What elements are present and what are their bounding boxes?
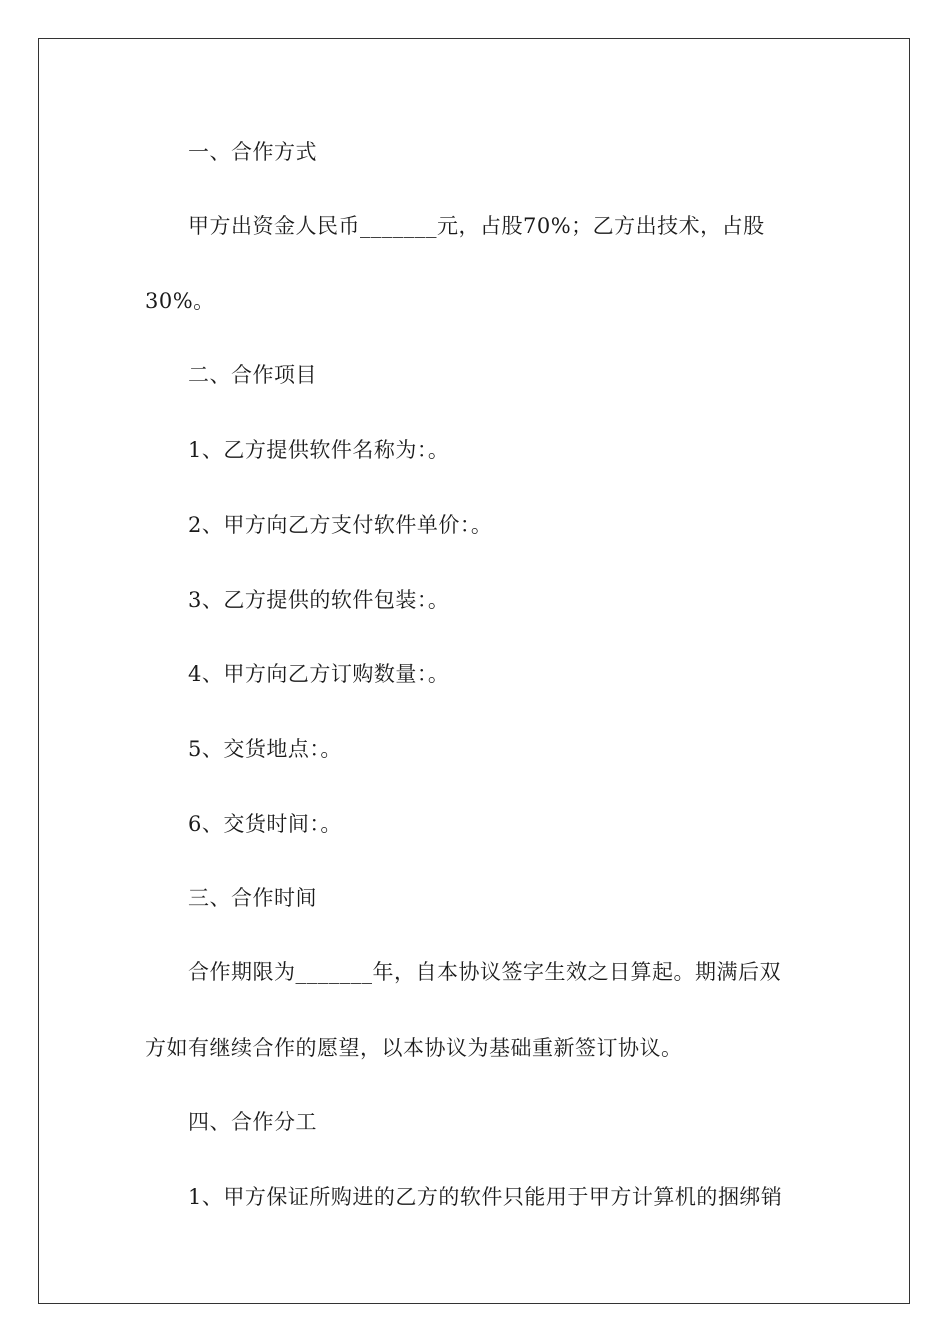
paragraph-line: 合作期限为_______年，自本协议签字生效之日算起。期满后双 xyxy=(188,960,781,984)
paragraph-line: 方如有继续合作的愿望，以本协议为基础重新签订协议。 xyxy=(145,1036,683,1060)
list-item: 5、交货地点：。 xyxy=(188,737,342,761)
paragraph-line: 甲方出资金人民币_______元，占股70%；乙方出技术，占股 xyxy=(188,214,765,238)
list-item: 4、甲方向乙方订购数量：。 xyxy=(188,662,450,686)
paragraph-line: 30%。 xyxy=(145,289,215,313)
section-heading-cooperation-method: 一、合作方式 xyxy=(188,140,317,164)
section-heading-cooperation-time: 三、合作时间 xyxy=(188,886,317,910)
section-heading-cooperation-project: 二、合作项目 xyxy=(188,363,317,387)
list-item: 1、甲方保证所购进的乙方的软件只能用于甲方计算机的捆绑销 xyxy=(188,1185,783,1209)
list-item: 2、甲方向乙方支付软件单价：。 xyxy=(188,513,493,537)
list-item: 6、交货时间：。 xyxy=(188,812,342,836)
list-item: 1、乙方提供软件名称为：。 xyxy=(188,438,450,462)
list-item: 3、乙方提供的软件包装：。 xyxy=(188,588,450,612)
section-heading-division-of-work: 四、合作分工 xyxy=(188,1110,317,1134)
